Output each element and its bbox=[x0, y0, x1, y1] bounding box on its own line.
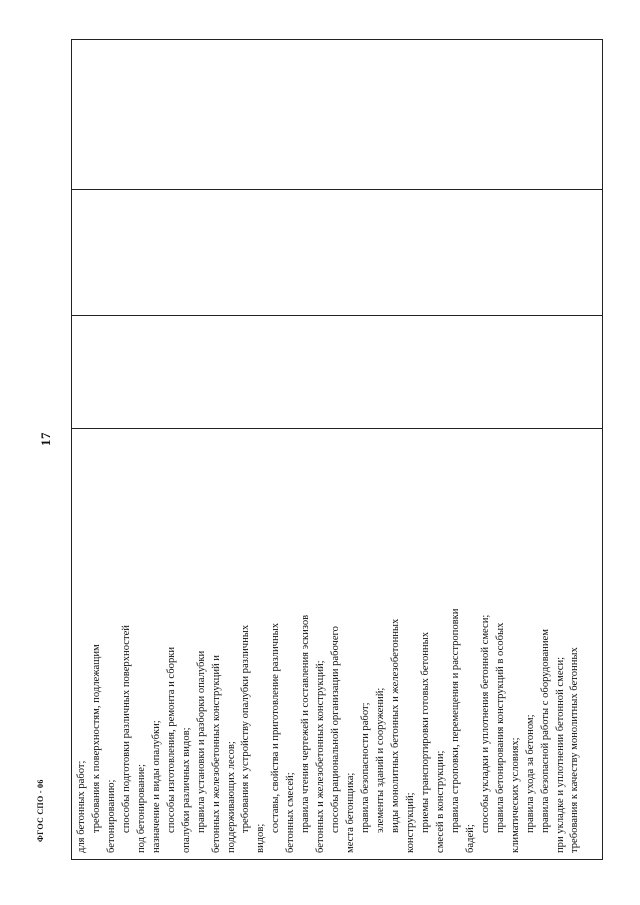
knowledge-line: при укладке и уплотнении бетонной смеси; bbox=[554, 656, 566, 853]
knowledge-list bbox=[72, 429, 583, 859]
knowledge-line: опалубки различных видов; bbox=[180, 727, 192, 853]
page-number: 17 bbox=[38, 432, 53, 446]
knowledge-line: бетонных и железобетонных конструкций; bbox=[315, 660, 327, 853]
knowledge-line: правила ухода за бетоном; bbox=[524, 714, 536, 833]
knowledge-line: бадей; bbox=[464, 824, 476, 853]
knowledge-line: бетонированию; bbox=[105, 779, 117, 853]
knowledge-content-cell bbox=[72, 429, 603, 860]
footer-code: ФГОС СПО - 06 bbox=[36, 779, 45, 842]
knowledge-line: назначение и виды опалубки; bbox=[150, 720, 162, 853]
requirements-table bbox=[71, 39, 603, 860]
knowledge-line: конструкций; bbox=[404, 792, 416, 853]
knowledge-line: правила чтения чертежей и составления эскизов bbox=[300, 614, 312, 833]
knowledge-line: правила безопасной работы с оборудованием bbox=[539, 629, 551, 833]
knowledge-line: способы укладки и уплотнения бетонной смеси; bbox=[479, 614, 491, 833]
table-row bbox=[72, 40, 603, 860]
knowledge-line: приемы транспортировки готовых бетонных bbox=[419, 631, 431, 833]
knowledge-line: климатических условиях; bbox=[509, 737, 521, 853]
rotated-table-container bbox=[71, 44, 603, 860]
empty-cell-2 bbox=[72, 316, 603, 429]
knowledge-line: составы, свойства и приготовление различных bbox=[270, 622, 282, 833]
knowledge-line: правила строповки, перемещения и расстроповки bbox=[449, 608, 461, 833]
knowledge-line: видов; bbox=[255, 823, 267, 853]
knowledge-line: виды монолитных бетонных и железобетонных bbox=[390, 618, 402, 833]
knowledge-line: правила установки и разборки опалубки bbox=[195, 650, 207, 833]
knowledge-line: правила бетонирования конструкций в особых bbox=[494, 622, 506, 833]
knowledge-line: для бетонных работ; bbox=[76, 760, 87, 853]
knowledge-line: под бетонирование; bbox=[135, 764, 147, 853]
knowledge-line: места бетонщика; bbox=[345, 772, 357, 853]
knowledge-line: смесей в конструкции; bbox=[434, 750, 446, 853]
knowledge-line: требования к качеству монолитных бетонных bbox=[569, 647, 581, 853]
knowledge-line: требования к устройству опалубки различных bbox=[240, 624, 252, 833]
knowledge-line: бетонных смесей; bbox=[285, 772, 297, 853]
knowledge-line: элементы зданий и сооружений; bbox=[375, 687, 387, 833]
knowledge-line: бетонных и железобетонных конструкций и bbox=[210, 655, 222, 853]
knowledge-line: поддерживающих лесов; bbox=[225, 741, 237, 853]
knowledge-line: правила безопасности работ; bbox=[360, 702, 372, 833]
empty-cell-3 bbox=[72, 190, 603, 316]
empty-cell-4 bbox=[72, 40, 603, 190]
knowledge-line: способы изготовления, ремонта и сборки bbox=[165, 646, 177, 833]
knowledge-line: требования к поверхностям, подлежащим bbox=[90, 644, 102, 833]
knowledge-line: способы рациональной организации рабочего bbox=[330, 626, 342, 833]
knowledge-line: способы подготовки различных поверхностей bbox=[120, 625, 132, 833]
